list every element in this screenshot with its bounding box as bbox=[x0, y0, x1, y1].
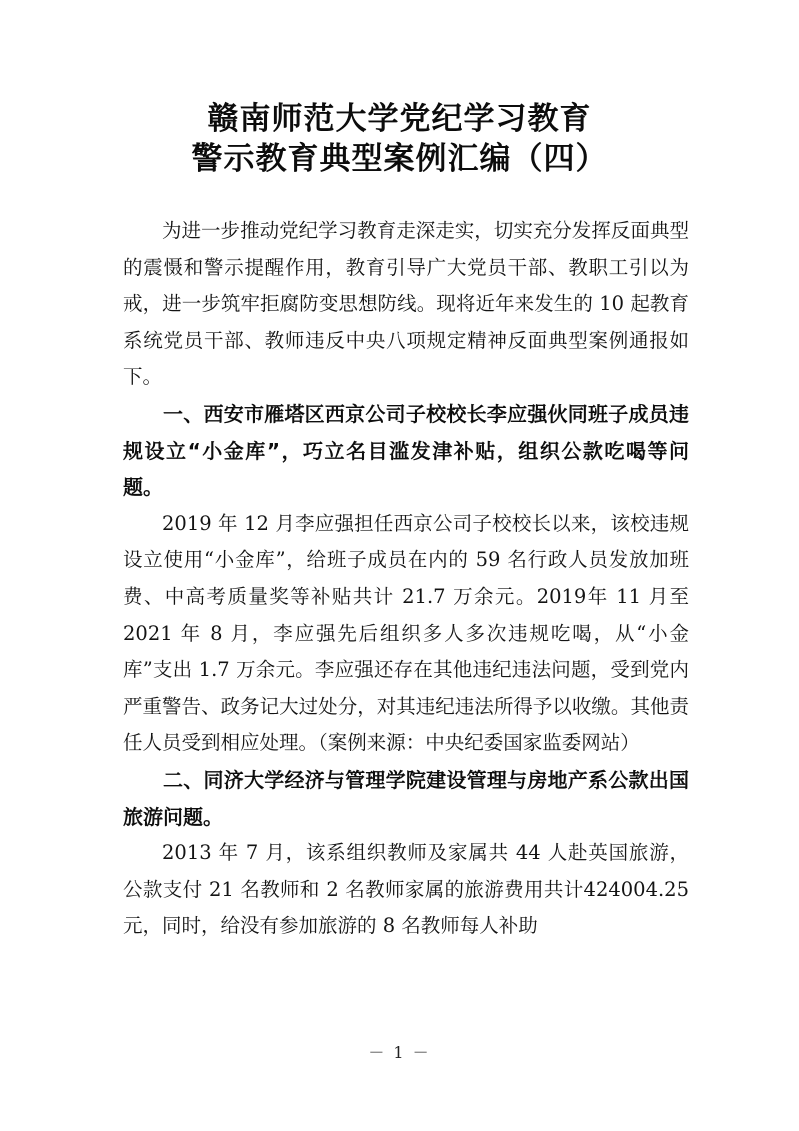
document-title-line-2: 警示教育典型案例汇编（四） bbox=[191, 141, 608, 177]
case-2-heading: 二、同济大学经济与管理学院建设管理与房地产系公款出国旅游问题。 bbox=[123, 767, 689, 829]
page-number: － 1 － bbox=[368, 1043, 431, 1062]
case-2-paragraph: 2013 年 7 月，该系组织教师及家属共 44 人赴英国旅游，公款支付 21 名教师和 2 名教师家属的旅游费用共计424004.25 元，同时，给没有参加旅游的 8 名教师每人补助 bbox=[123, 841, 689, 938]
case-1-paragraph: 2019 年 12 月李应强担任西京公司子校校长以来，该校违规设立使用“小金库”，给班子成员在内的 59 名行政人员发放加班费、中高考质量奖等补贴共计 21.7 万余元。2019年 11 月至 2021 年 8 月，李应强先后组织多人多次违规吃喝，从“小金库”支出 1.7 万余元。李应强还存在其他违纪违法问题，受到党内严重警告、政务记大过处分，对其违纪违法所得予以收缴。其他责任人员受到相应处理。（案例来源：中央纪委国家监委网站） bbox=[123, 511, 689, 755]
document-title-line-1: 赣南师范大学党纪学习教育 bbox=[207, 101, 592, 137]
document-body bbox=[123, 213, 689, 945]
case-1-heading: 一、西安市雁塔区西京公司子校校长李应强伙同班子成员违规设立“小金库”，巧立名目滥发津补贴，组织公款吃喝等问题。 bbox=[123, 401, 689, 500]
intro-paragraph: 为进一步推动党纪学习教育走深走实，切实充分发挥反面典型的震慑和警示提醒作用，教育引导广大党员干部、教职工引以为戒，进一步筑牢拒腐防变思想防线。现将近年来发生的 10 起教育系统党员干部、教师违反中央八项规定精神反面典型案例通报如下。 bbox=[123, 219, 689, 389]
